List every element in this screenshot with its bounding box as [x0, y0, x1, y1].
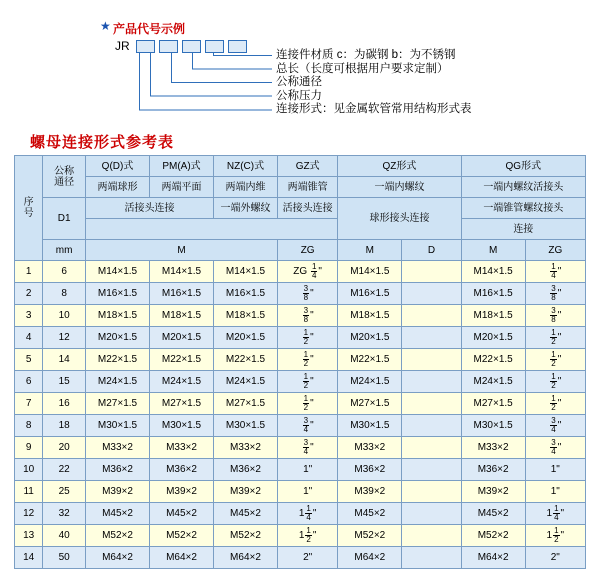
cell-qg-zg: $\frac{3}{4}$ " — [525, 415, 585, 437]
cell-qz-d — [402, 327, 461, 349]
cell-qz-d — [402, 525, 461, 547]
cell-nominal-diameter: 12 — [43, 327, 86, 349]
table-row — [15, 327, 586, 349]
cell-gz-zg: 1 $\frac{1}{4}$ " — [277, 503, 337, 525]
cell-gz-zg: $\frac{3}{4}$ " — [277, 437, 337, 459]
star-icon: ★ — [100, 19, 111, 33]
cell-gz-zg: $\frac{3}{8}$ " — [277, 283, 337, 305]
header-dn-code: D1 — [43, 198, 86, 240]
cell-qg-zg: 1" — [525, 481, 585, 503]
header-qz-ball-joint: 球形接头连接 — [338, 198, 461, 240]
cell-q-m: M24×1.5 — [86, 371, 150, 393]
header-row-sub3 — [15, 219, 586, 240]
header-pm-sub: 两端平面 — [150, 177, 214, 198]
cell-qg-zg: $\frac{1}{2}$ " — [525, 393, 585, 415]
cell-qz-m: M20×1.5 — [338, 327, 402, 349]
cell-nz-m: M18×1.5 — [213, 305, 277, 327]
cell-qz-m: M45×2 — [338, 503, 402, 525]
cell-nominal-diameter: 6 — [43, 261, 86, 283]
cell-nominal-diameter: 32 — [43, 503, 86, 525]
cell-gz-zg: $\frac{3}{8}$ " — [277, 305, 337, 327]
cell-seq: 11 — [15, 481, 43, 503]
cell-qg-m: M52×2 — [461, 525, 525, 547]
table-body — [15, 261, 586, 569]
cell-qg-m: M30×1.5 — [461, 415, 525, 437]
cell-qz-m: M22×1.5 — [338, 349, 402, 371]
legend-item-material: 连接件材质 c：为碳钢 b：为不锈钢 — [276, 49, 456, 61]
table-row — [15, 283, 586, 305]
header-nz-union: 一端外螺纹 — [213, 198, 277, 219]
cell-nominal-diameter: 40 — [43, 525, 86, 547]
cell-qz-m: M18×1.5 — [338, 305, 402, 327]
cell-qg-m: M20×1.5 — [461, 327, 525, 349]
header-col-m: M — [86, 240, 278, 261]
cell-qg-m: M39×2 — [461, 481, 525, 503]
cell-qg-m: M64×2 — [461, 547, 525, 569]
cell-qg-zg: 1 $\frac{1}{4}$ " — [525, 503, 585, 525]
cell-qz-d — [402, 437, 461, 459]
cell-q-m: M27×1.5 — [86, 393, 150, 415]
cell-pm-m: M39×2 — [150, 481, 214, 503]
cell-pm-m: M24×1.5 — [150, 371, 214, 393]
table-header — [15, 156, 586, 261]
cell-pm-m: M14×1.5 — [150, 261, 214, 283]
cell-nz-m: M45×2 — [213, 503, 277, 525]
header-qg-taper: 一端锥管螺纹接头 — [461, 198, 585, 219]
cell-pm-m: M64×2 — [150, 547, 214, 569]
table-row — [15, 503, 586, 525]
header-dn-unit: mm — [43, 240, 86, 261]
table-row — [15, 349, 586, 371]
header-qg-sub: 一端内螺纹活接头 — [461, 177, 585, 198]
header-group-nz: NZ(C)式 — [213, 156, 277, 177]
cell-seq: 7 — [15, 393, 43, 415]
cell-q-m: M30×1.5 — [86, 415, 150, 437]
header-group-pm: PM(A)式 — [150, 156, 214, 177]
cell-nz-m: M30×1.5 — [213, 415, 277, 437]
legend-item-nominal-diameter: 公称通径 — [276, 76, 322, 89]
cell-gz-zg: $\frac{1}{2}$ " — [277, 327, 337, 349]
header-row-groups — [15, 156, 586, 177]
cell-gz-zg: $\frac{1}{2}$ " — [277, 371, 337, 393]
cell-gz-zg: 1" — [277, 481, 337, 503]
cell-nz-m: M22×1.5 — [213, 349, 277, 371]
cell-nominal-diameter: 50 — [43, 547, 86, 569]
legend-item-total-length: 总长（长度可根据用户要求定制） — [276, 62, 449, 75]
cell-nominal-diameter: 8 — [43, 283, 86, 305]
cell-qz-m: M16×1.5 — [338, 283, 402, 305]
cell-qg-zg: $\frac{3}{8}$ " — [525, 305, 585, 327]
cell-nz-m: M24×1.5 — [213, 371, 277, 393]
cell-qg-zg: $\frac{1}{4}$ " — [525, 261, 585, 283]
cell-nominal-diameter: 15 — [43, 371, 86, 393]
cell-gz-zg: 1 $\frac{1}{2}$ " — [277, 525, 337, 547]
cell-nz-m: M14×1.5 — [213, 261, 277, 283]
cell-qg-zg: $\frac{1}{2}$ " — [525, 327, 585, 349]
cell-nz-m: M33×2 — [213, 437, 277, 459]
header-union-connection: 活接头连接 — [86, 198, 214, 219]
cell-nz-m: M16×1.5 — [213, 283, 277, 305]
cell-qz-d — [402, 393, 461, 415]
cell-q-m: M16×1.5 — [86, 283, 150, 305]
cell-qg-m: M45×2 — [461, 503, 525, 525]
cell-gz-zg: ZG $\frac{1}{4}$ " — [277, 261, 337, 283]
header-col-zg: ZG — [277, 240, 337, 261]
header-qg-col-m: M — [461, 240, 525, 261]
cell-qg-zg: $\frac{1}{2}$ " — [525, 371, 585, 393]
cell-gz-zg: $\frac{1}{2}$ " — [277, 349, 337, 371]
cell-seq: 14 — [15, 547, 43, 569]
cell-nz-m: M64×2 — [213, 547, 277, 569]
cell-pm-m: M30×1.5 — [150, 415, 214, 437]
cell-nominal-diameter: 10 — [43, 305, 86, 327]
cell-pm-m: M36×2 — [150, 459, 214, 481]
cell-pm-m: M27×1.5 — [150, 393, 214, 415]
cell-qz-d — [402, 481, 461, 503]
cell-qg-zg: $\frac{1}{2}$ " — [525, 349, 585, 371]
cell-nominal-diameter: 20 — [43, 437, 86, 459]
table-row — [15, 481, 586, 503]
cell-q-m: M39×2 — [86, 481, 150, 503]
cell-nominal-diameter: 14 — [43, 349, 86, 371]
cell-q-m: M52×2 — [86, 525, 150, 547]
cell-seq: 6 — [15, 371, 43, 393]
cell-q-m: M36×2 — [86, 459, 150, 481]
cell-pm-m: M52×2 — [150, 525, 214, 547]
legend-title: 产品代号示例 — [113, 22, 186, 36]
cell-q-m: M64×2 — [86, 547, 150, 569]
table-row — [15, 547, 586, 569]
table-row — [15, 415, 586, 437]
cell-qg-zg: 1" — [525, 459, 585, 481]
cell-qz-d — [402, 415, 461, 437]
header-row-units — [15, 240, 586, 261]
cell-pm-m: M33×2 — [150, 437, 214, 459]
cell-gz-zg: $\frac{1}{2}$ " — [277, 393, 337, 415]
cell-qz-d — [402, 349, 461, 371]
table-row — [15, 371, 586, 393]
header-qg-connection: 连接 — [461, 219, 585, 240]
cell-qz-d — [402, 371, 461, 393]
table-row — [15, 437, 586, 459]
cell-pm-m: M22×1.5 — [150, 349, 214, 371]
product-code-legend — [0, 0, 600, 128]
cell-qg-m: M22×1.5 — [461, 349, 525, 371]
table-row — [15, 459, 586, 481]
header-gz-sub: 两端锥管 — [277, 177, 337, 198]
cell-qz-d — [402, 261, 461, 283]
header-qz-sub: 一端内螺纹 — [338, 177, 461, 198]
cell-nominal-diameter: 18 — [43, 415, 86, 437]
cell-pm-m: M16×1.5 — [150, 283, 214, 305]
header-group-q: Q(D)式 — [86, 156, 150, 177]
cell-q-m: M45×2 — [86, 503, 150, 525]
header-row-sub1 — [15, 177, 586, 198]
cell-qz-m: M39×2 — [338, 481, 402, 503]
cell-nominal-diameter: 22 — [43, 459, 86, 481]
cell-qz-m: M52×2 — [338, 525, 402, 547]
cell-qg-m: M18×1.5 — [461, 305, 525, 327]
header-qz-col-d: D — [402, 240, 461, 261]
cell-qg-m: M24×1.5 — [461, 371, 525, 393]
cell-qg-m: M14×1.5 — [461, 261, 525, 283]
cell-seq: 12 — [15, 503, 43, 525]
nut-connection-table — [14, 155, 586, 569]
cell-qz-d — [402, 459, 461, 481]
cell-nz-m: M39×2 — [213, 481, 277, 503]
cell-seq: 9 — [15, 437, 43, 459]
legend-item-connection-type: 连接形式：见金属软管常用结构形式表 — [276, 103, 472, 116]
header-qz-col-m: M — [338, 240, 402, 261]
header-q-sub: 两端球形 — [86, 177, 150, 198]
cell-seq: 13 — [15, 525, 43, 547]
cell-qg-zg: $\frac{3}{8}$ " — [525, 283, 585, 305]
cell-q-m: M20×1.5 — [86, 327, 150, 349]
cell-seq: 4 — [15, 327, 43, 349]
header-blank-span — [86, 219, 338, 240]
cell-qz-d — [402, 547, 461, 569]
table-row — [15, 393, 586, 415]
cell-qg-zg: 1 $\frac{1}{2}$ " — [525, 525, 585, 547]
cell-gz-zg: $\frac{3}{4}$ " — [277, 415, 337, 437]
table-title: 螺母连接形式参考表 — [30, 134, 175, 151]
cell-q-m: M14×1.5 — [86, 261, 150, 283]
cell-seq: 1 — [15, 261, 43, 283]
cell-qg-m: M16×1.5 — [461, 283, 525, 305]
header-group-gz: GZ式 — [277, 156, 337, 177]
cell-qz-m: M24×1.5 — [338, 371, 402, 393]
cell-pm-m: M18×1.5 — [150, 305, 214, 327]
cell-seq: 2 — [15, 283, 43, 305]
header-nz-sub: 两端内维 — [213, 177, 277, 198]
cell-qz-d — [402, 305, 461, 327]
header-group-qg: QG形式 — [461, 156, 585, 177]
cell-seq: 8 — [15, 415, 43, 437]
cell-qz-m: M30×1.5 — [338, 415, 402, 437]
cell-qz-m: M64×2 — [338, 547, 402, 569]
legend-item-nominal-pressure: 公称压力 — [276, 89, 322, 102]
header-qg-col-zg: ZG — [525, 240, 585, 261]
cell-nz-m: M20×1.5 — [213, 327, 277, 349]
cell-gz-zg: 2" — [277, 547, 337, 569]
cell-gz-zg: 1" — [277, 459, 337, 481]
cell-seq: 10 — [15, 459, 43, 481]
cell-qg-m: M27×1.5 — [461, 393, 525, 415]
cell-nz-m: M27×1.5 — [213, 393, 277, 415]
cell-qg-zg: 2" — [525, 547, 585, 569]
product-code-prefix: JR — [115, 39, 130, 53]
cell-qz-m: M36×2 — [338, 459, 402, 481]
cell-qz-m: M33×2 — [338, 437, 402, 459]
cell-qg-m: M33×2 — [461, 437, 525, 459]
header-row-sub2 — [15, 198, 586, 219]
cell-q-m: M22×1.5 — [86, 349, 150, 371]
table-row — [15, 261, 586, 283]
cell-qz-m: M27×1.5 — [338, 393, 402, 415]
legend-item-list — [276, 49, 472, 117]
header-nominal-diameter: 公称 通径 — [43, 156, 86, 198]
cell-pm-m: M45×2 — [150, 503, 214, 525]
cell-qg-zg: $\frac{3}{4}$ " — [525, 437, 585, 459]
table-row — [15, 525, 586, 547]
cell-seq: 3 — [15, 305, 43, 327]
cell-nominal-diameter: 16 — [43, 393, 86, 415]
cell-q-m: M33×2 — [86, 437, 150, 459]
cell-pm-m: M20×1.5 — [150, 327, 214, 349]
cell-nz-m: M52×2 — [213, 525, 277, 547]
header-group-qz: QZ形式 — [338, 156, 461, 177]
cell-nz-m: M36×2 — [213, 459, 277, 481]
table-row — [15, 305, 586, 327]
cell-seq: 5 — [15, 349, 43, 371]
cell-qz-m: M14×1.5 — [338, 261, 402, 283]
cell-qz-d — [402, 283, 461, 305]
cell-qg-m: M36×2 — [461, 459, 525, 481]
cell-qz-d — [402, 503, 461, 525]
cell-q-m: M18×1.5 — [86, 305, 150, 327]
cell-nominal-diameter: 25 — [43, 481, 86, 503]
header-seq: 序 号 — [15, 156, 43, 261]
header-gz-union: 活接头连接 — [277, 198, 337, 219]
